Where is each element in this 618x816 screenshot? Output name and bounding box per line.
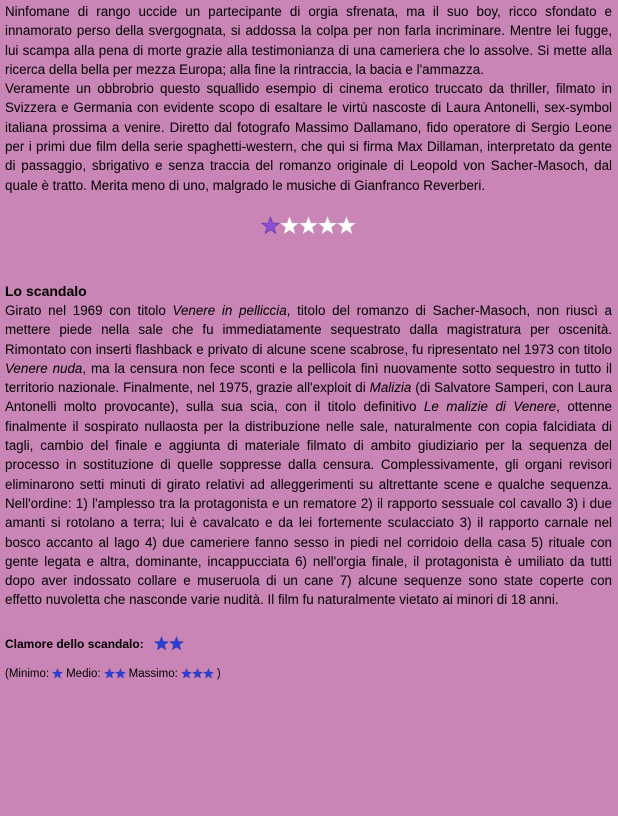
legend-massimo-label: Massimo: xyxy=(128,667,178,680)
scandal-text: Girato nel 1969 con titolo xyxy=(5,302,173,318)
scandal-legend xyxy=(5,668,612,680)
empty-star-icon xyxy=(299,216,318,235)
empty-star-icon xyxy=(337,216,356,235)
scandal-level-stars xyxy=(154,636,184,651)
legend-massimo-stars xyxy=(181,668,214,679)
legend-close: ) xyxy=(216,667,221,680)
critique-paragraph: Veramente un obbrobrio questo squallido esempio di cinema erotico truccato da thriller, filmato in Svizzera e Germania con evidente scopo di esaltare le virtù nascoste di Laura Antonelli, sex-symbol italiana prossima a venire. Diretto dal fotografo Massimo Dallamano, fido operatore di Sergio Leone per i primi due film della serie spaghetti-western, che qui si firma Max Dillaman, interpretato da gente di passaggio, sbrigativo e senza traccia del romanzo originale di Leopold von Sacher-Masoch, dal quale è tratto. Merita meno di uno, malgrado le musiche di Gianfranco Reverberi. xyxy=(5,81,612,193)
film-title: Le malizie di Venere xyxy=(423,399,557,415)
blue-star-icon xyxy=(52,668,63,679)
blue-star-icon xyxy=(104,668,115,679)
empty-star-icon xyxy=(280,216,299,235)
blue-star-icon xyxy=(192,668,203,679)
blue-star-icon xyxy=(115,668,126,679)
film-title: Venere nuda xyxy=(5,360,83,376)
blue-star-icon xyxy=(181,668,192,679)
scandal-text: , ma la censura non fece sconti e la pellicola finì nuovamente sotto sequestro in tutto il territorio nazionale. Finalmente, nel 1975, grazie all'exploit di xyxy=(5,360,612,396)
plot-paragraph: Ninfomane di rango uccide un partecipante di orgia sfrenata, ma il suo boy, ricco sfondato e innamorato perso della svergognata, si addossa la colpa per non farla incriminare. Mentre lei fugge, lui scampa alla pena di morte grazie alla testimonianza di una cameriera che lo assolve. Si mette alla ricerca della bella per mezza Europa; alla fine la rintraccia, la bacia e l'ammazza. xyxy=(5,4,612,77)
film-title: Malizia xyxy=(369,380,412,396)
section-title: Lo scandalo xyxy=(5,282,87,299)
scandal-level-label: Clamore dello scandalo: xyxy=(5,636,144,651)
legend-min-stars xyxy=(52,668,63,679)
blue-star-icon xyxy=(203,668,214,679)
empty-star-icon xyxy=(318,216,337,235)
legend-medio-stars xyxy=(104,668,126,679)
legend-open: (Minimo: xyxy=(5,667,50,680)
star-rating xyxy=(5,216,612,242)
film-title: Venere in pelliccia xyxy=(172,302,287,318)
scandal-text: , titolo del romanzo di Sacher-Masoch, non riuscì a mettere piede nella sale che fu immediatamente sequestrato dalla magistratura per oscenità. Rimontato con inserti flashback e privato di alcune scene scabrose, fu ripresentato nel 1973 con titolo xyxy=(5,302,612,357)
scandal-level xyxy=(5,632,612,656)
scandal-text: , ottenne finalmente il sospirato nullaosta per la distribuzione nelle sale, naturalmente con copia falcidiata di tagli, cambio del finale e aggiunta di materiale filmato di ambito giudiziario per la sequenza del processo in sostituzione di quelle soppresse dalla censura. Complessivamente, gli organi revisori eliminarono setti minuti di girato relativi ad alleggerimenti su altrettante scene e qualche sequenza. Nell'ordine: 1) l'amplesso tra la protagonista e un rematore 2) il rapporto sessuale col cavallo 3) i due amanti si rotolano a terra; lui è cavalcato e da lei fortemente sculacciato 3) il rapporto carnale nel bosco accanto al lago 4) due cameriere fanno sesso in piedi nel corridoio della casa 5) rituale con gente legata e altra, dominante, incappucciata 6) nell'orgia finale, il protagonista è umiliato da tutti dopo aver indossato collare e museruola di un cane 7) alcune sequenze sono state coperte con effetto nuvoletta che nasconde varie nudità. Il film fu naturalmente vietato ai minori di 18 anni. xyxy=(5,399,612,608)
scandal-text: (di Salvatore Samperi, con Laura Antonelli molto provocante), sulla sua scia, con il titolo definitivo xyxy=(5,380,612,415)
blue-star-icon xyxy=(169,636,184,651)
blue-star-icon xyxy=(154,636,169,651)
half-star-icon xyxy=(261,216,280,235)
legend-medio-label: Medio: xyxy=(66,667,101,680)
scandal-paragraph xyxy=(5,301,612,610)
